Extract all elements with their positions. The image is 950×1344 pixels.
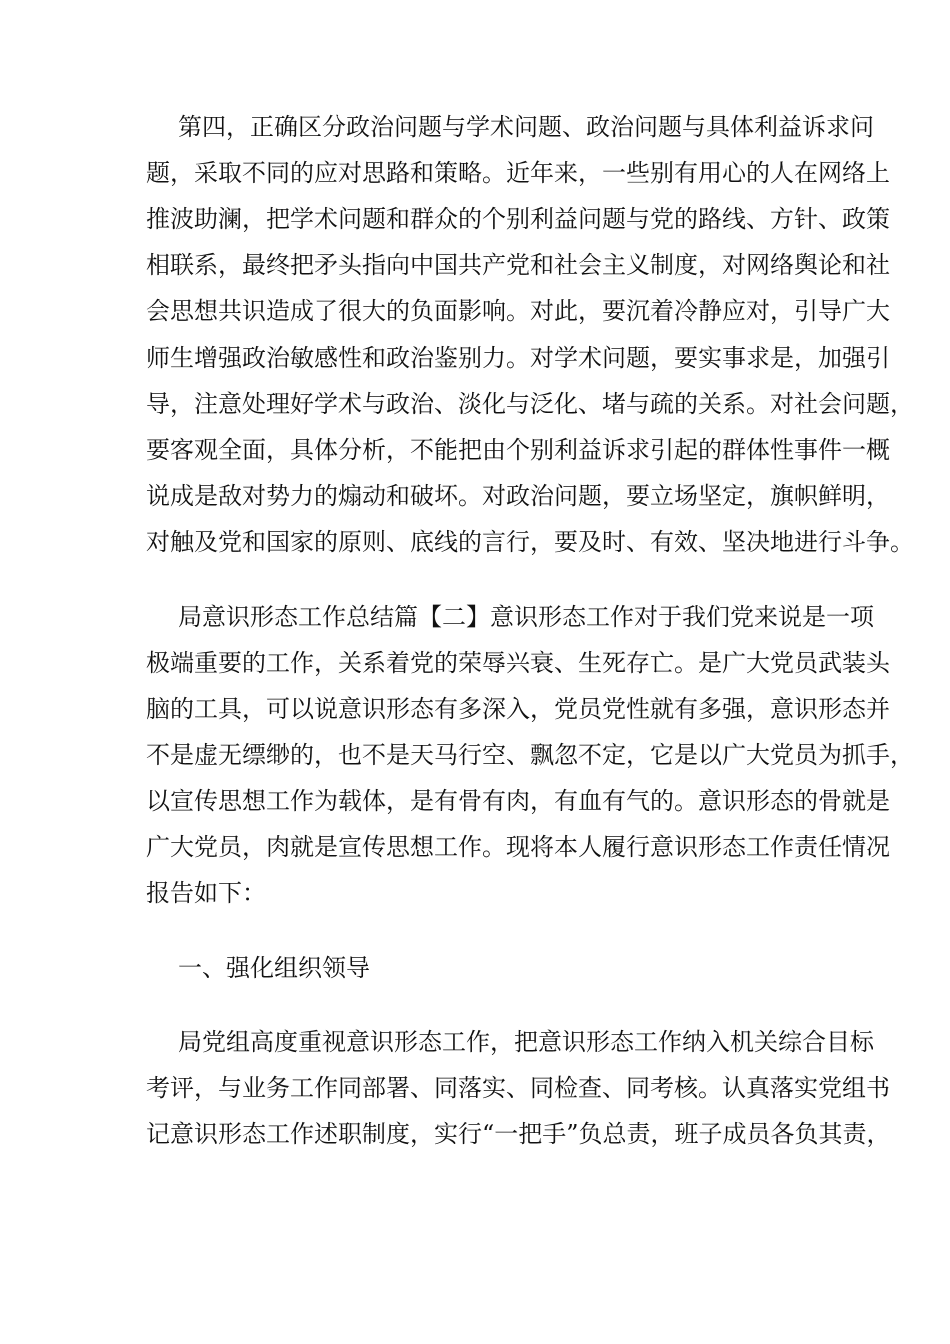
paragraph-line: 导，注意处理好学术与政治、淡化与泛化、堵与疏的关系。对社会问题， [146,390,914,418]
paragraph-line: 极端重要的工作，关系着党的荣辱兴衰、生死存亡。是广大党员武装头 [146,649,890,677]
paragraph-line: 不是虚无缥缈的，也不是天马行空、飘忽不定，它是以广大党员为抓手， [146,741,914,769]
paragraph-line: 报告如下： [146,879,266,907]
paragraph-line: 推波助澜，把学术问题和群众的个别利益问题与党的路线、方针、政策 [146,205,890,233]
paragraph-line: 对触及党和国家的原则、底线的言行，要及时、有效、坚决地进行斗争。 [146,528,914,556]
paragraph-line: 第四，正确区分政治问题与学术问题、政治问题与具体利益诉求问 [178,113,874,141]
paragraph-line: 说成是敌对势力的煽动和破坏。对政治问题，要立场坚定，旗帜鲜明， [146,482,890,510]
paragraph-line: 题，采取不同的应对思路和策略。近年来，一些别有用心的人在网络上 [146,159,890,187]
paragraph-line: 脑的工具，可以说意识形态有多深入，党员党性就有多强，意识形态并 [146,695,890,723]
paragraph-line: 会思想共识造成了很大的负面影响。对此，要沉着冷静应对，引导广大 [146,297,890,325]
paragraph-line: 局党组高度重视意识形态工作，把意识形态工作纳入机关综合目标 [178,1028,874,1056]
section-heading-text: 一、强化组织领导 [178,954,370,982]
paragraph-line: 要客观全面，具体分析，不能把由个别利益诉求引起的群体性事件一概 [146,436,890,464]
paragraph-line: 师生增强政治敏感性和政治鉴别力。对学术问题，要实事求是，加强引 [146,344,890,372]
paragraph-line: 考评，与业务工作同部署、同落实、同检查、同考核。认真落实党组书 [146,1074,890,1102]
paragraph-line: 相联系，最终把矛头指向中国共产党和社会主义制度，对网络舆论和社 [146,251,890,279]
paragraph-line: 以宣传思想工作为载体，是有骨有肉，有血有气的。意识形态的骨就是 [146,787,890,815]
paragraph-line: 广大党员，肉就是宣传思想工作。现将本人履行意识形态工作责任情况 [146,833,890,861]
paragraph-line: 记意识形态工作述职制度，实行“一把手”负总责，班子成员各负其责， [146,1120,891,1148]
paragraph-line: 局意识形态工作总结篇【二】意识形态工作对于我们党来说是一项 [178,603,874,631]
